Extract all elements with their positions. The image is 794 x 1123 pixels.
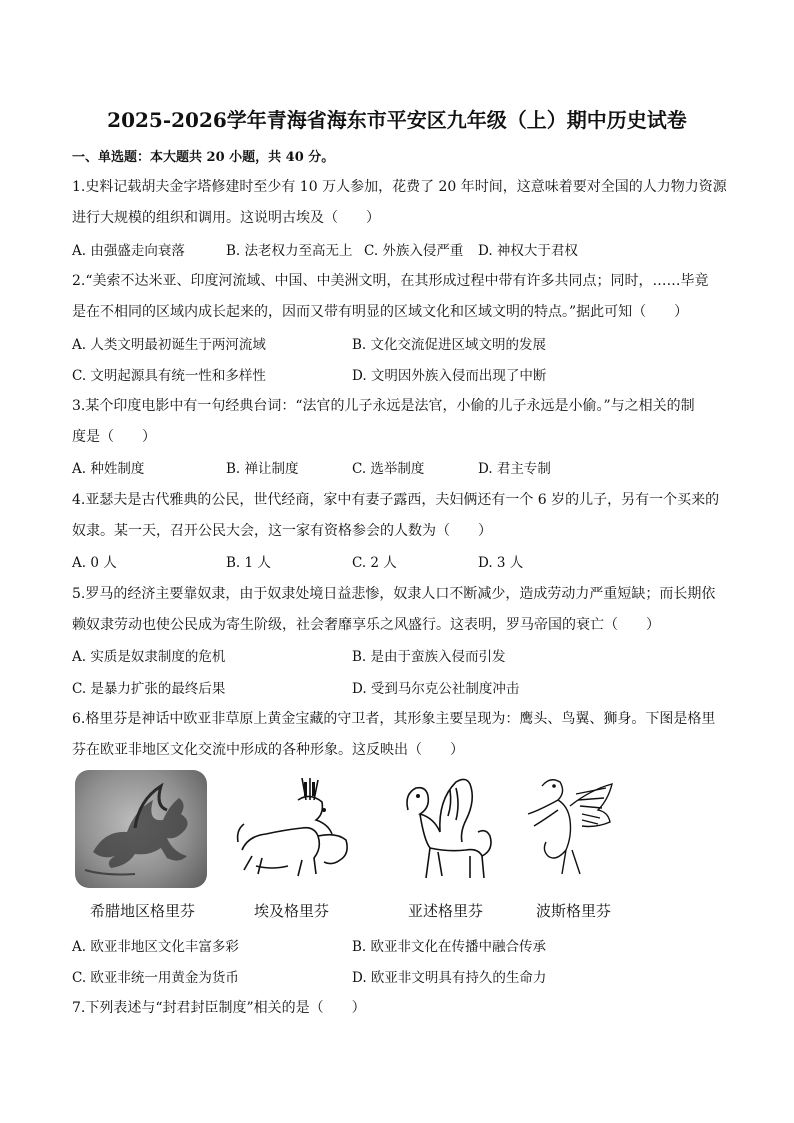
egyptian-griffin-caption: 埃及格里芬: [254, 902, 330, 920]
section-heading: 一、单选题：本大题共 20 小题，共 40 分。: [72, 150, 335, 165]
assyrian-griffin-caption: 亚述格里芬: [408, 902, 484, 920]
greek-griffin-caption: 希腊地区格里芬: [90, 902, 196, 920]
egyptian-griffin-image: [232, 770, 362, 888]
question-6-option-d: D. 欧亚非文明具有持久的生命力: [352, 970, 547, 986]
egyptian-griffin-drawing: [232, 770, 362, 888]
question-3-option-a: A. 种姓制度: [72, 461, 145, 477]
assyrian-griffin-image: [390, 770, 500, 888]
question-4-line-2: 奴隶。某一天，召开公民大会，这一家有资格参会的人数为（ ）: [72, 523, 492, 539]
exam-title: 2025-2026学年青海省海东市平安区九年级（上）期中历史试卷: [107, 108, 687, 132]
question-4-option-a: A. 0 人: [72, 555, 117, 571]
question-3-line-2: 度是（ ）: [72, 429, 156, 445]
question-5-option-c: C. 是暴力扩张的最终后果: [72, 681, 226, 697]
question-2-line-1: 2.“美索不达米亚、印度河流域、中国、中美洲文明，在其形成过程中带有许多共同点；同时，……毕竟: [72, 273, 709, 289]
persian-griffin-drawing: [520, 770, 620, 888]
question-4-option-d: D. 3 人: [478, 555, 524, 571]
question-6-option-b: B. 欧亚非文化在传播中融合传承: [352, 939, 547, 955]
question-2-option-a: A. 人类文明最初诞生于两河流域: [72, 337, 266, 353]
persian-griffin-caption: 波斯格里芬: [536, 902, 612, 920]
question-2-option-c: C. 文明起源具有统一性和多样性: [72, 368, 266, 384]
question-1-line-1: 1.史料记载胡夫金字塔修建时至少有 10 万人参加，花费了 20 年时间，这意味着要对全国的人力物力资源: [72, 179, 727, 195]
greek-griffin-image: [75, 770, 207, 888]
question-6-option-c: C. 欧亚非统一用黄金为货币: [72, 970, 239, 986]
question-3-line-1: 3.某个印度电影中有一句经典台词：“法官的儿子永远是法官，小偷的儿子永远是小偷。”与之相关的制: [72, 398, 695, 414]
question-5-line-2: 赖奴隶劳动也使公民成为寄生阶级，社会奢靡享乐之风盛行。这表明，罗马帝国的衰亡（ ）: [72, 617, 660, 633]
question-3-option-d: D. 君主专制: [478, 461, 551, 477]
question-1-option-b: B. 法老权力至高无上: [226, 243, 353, 259]
greek-griffin-drawing: [75, 770, 207, 888]
question-4-option-b: B. 1 人: [226, 555, 271, 571]
griffin-figure-row: [72, 770, 732, 920]
question-2-line-2: 是在不相同的区域内成长起来的，因而又带有明显的区域文化和区域文明的特点。”据此可知（ ）: [72, 304, 689, 320]
question-5-option-d: D. 受到马尔克公社制度冲击: [352, 681, 520, 697]
question-1-option-a: A. 由强盛走向衰落: [72, 243, 185, 259]
question-5-option-b: B. 是由于蛮族入侵而引发: [352, 649, 506, 665]
question-6-line-1: 6.格里芬是神话中欧亚非草原上黄金宝藏的守卫者，其形象主要呈现为：鹰头、鸟翼、狮身。下图是格里: [72, 711, 716, 727]
question-6-option-a: A. 欧亚非地区文化丰富多彩: [72, 939, 239, 955]
question-2-option-b: B. 文化交流促进区域文明的发展: [352, 337, 547, 353]
question-1-option-d: D. 神权大于君权: [478, 243, 578, 259]
question-5-option-a: A. 实质是奴隶制度的危机: [72, 649, 226, 665]
question-4-option-c: C. 2 人: [352, 555, 397, 571]
question-1-option-c: C. 外族入侵严重: [364, 243, 464, 259]
question-6-line-2: 芬在欧亚非地区文化交流中形成的各种形象。这反映出（ ）: [72, 742, 464, 758]
question-5-line-1: 5.罗马的经济主要靠奴隶，由于奴隶处境日益悲惨，奴隶人口不断减少，造成劳动力严重短缺；而长期依: [72, 586, 716, 602]
question-3-option-b: B. 禅让制度: [226, 461, 299, 477]
persian-griffin-image: [520, 770, 620, 888]
question-1-line-2: 进行大规模的组织和调用。这说明古埃及（ ）: [72, 210, 380, 226]
assyrian-griffin-drawing: [390, 770, 500, 888]
question-2-option-d: D. 文明因外族入侵而出现了中断: [352, 368, 547, 384]
question-3-option-c: C. 选举制度: [352, 461, 425, 477]
question-4-line-1: 4.亚瑟夫是古代雅典的公民，世代经商，家中有妻子露西，夫妇俩还有一个 6 岁的儿子，另有一个买来的: [72, 492, 720, 508]
question-7-line-1: 7.下列表述与“封君封臣制度”相关的是（ ）: [72, 1000, 366, 1016]
